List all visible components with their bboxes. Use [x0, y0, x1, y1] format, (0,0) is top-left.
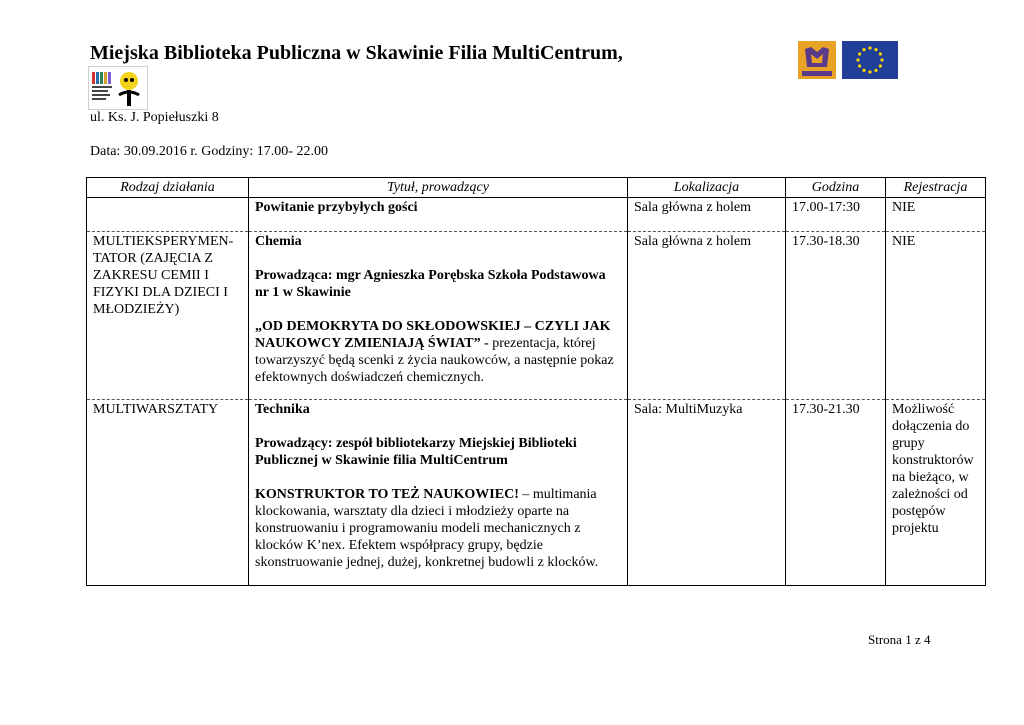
eu-star	[879, 52, 882, 55]
document-title: Miejska Biblioteka Publiczna w Skawinie Filia MultiCentrum,	[90, 42, 623, 64]
cell-registration: NIE	[886, 232, 986, 400]
cell-location: Sala główna z holem	[628, 198, 786, 232]
eu-star	[862, 48, 865, 51]
cell-title: Powitanie przybyłych gości	[249, 198, 628, 232]
address: ul. Ks. J. Popiełuszki 8	[90, 110, 219, 125]
activity-description-block	[255, 486, 621, 571]
cell-registration: Możliwość dołączenia do grupy konstruktorów na bieżąco, w zależności od postępów projektu	[886, 400, 986, 586]
page-number: Strona 1 z 4	[868, 632, 931, 647]
eu-star	[879, 64, 882, 67]
eu-flag-logo	[842, 41, 898, 79]
malopolska-logo-graphic	[798, 41, 836, 79]
cell-location: Sala główna z holem	[628, 232, 786, 400]
cell-location: Sala: MultiMuzyka	[628, 400, 786, 586]
eu-flag-graphic	[842, 41, 898, 79]
event-title: „OD DEMOKRYTA DO SKŁODOWSKIEJ – CZYLI JAK NAUKOWCY ZMIENIAJĄ ŚWIAT” -	[255, 319, 611, 351]
table-row	[87, 198, 986, 232]
activity-host: Prowadzący: zespół bibliotekarzy Miejskiej Biblioteki Publicznej w Skawinie filia MultiCentrum	[255, 436, 577, 468]
eu-star	[858, 52, 861, 55]
activity-description-block	[255, 318, 621, 386]
eu-star	[858, 64, 861, 67]
activity-title: Chemia	[255, 234, 302, 249]
eu-star	[868, 46, 871, 49]
activity-title: Technika	[255, 402, 310, 417]
eu-star	[874, 48, 877, 51]
cell-title-block	[249, 400, 628, 586]
cell-type: MULTIWARSZTATY	[87, 400, 249, 586]
eu-star	[862, 69, 865, 72]
eu-star	[880, 58, 883, 61]
event-description: prezentacja, której towarzyszyć będą scenki z życia naukowców, a następnie pokaz efektownych doświadczeń chemicznych.	[255, 336, 614, 385]
date-line: Data: 30.09.2016 r. Godziny: 17.00- 22.00	[90, 144, 328, 159]
header-location: Lokalizacja	[628, 178, 786, 198]
header-registration: Rejestracja	[886, 178, 986, 198]
eu-star	[874, 69, 877, 72]
cell-registration: NIE	[886, 198, 986, 232]
cell-time: 17.30-21.30	[786, 400, 886, 586]
header-title: Tytuł, prowadzący	[249, 178, 628, 198]
cell-time: 17.30-18.30	[786, 232, 886, 400]
activity-host: Prowadząca: mgr Agnieszka Porębska Szkoła Podstawowa nr 1 w Skawinie	[255, 268, 606, 300]
cell-type: MULTIEKSPERYMEN-TATOR (ZAJĘCIA Z ZAKRESU CEMII I FIZYKI DLA DZIECI I MŁODZIEŻY)	[87, 232, 249, 400]
table-header-row	[87, 178, 986, 198]
header-time: Godzina	[786, 178, 886, 198]
event-title: KONSTRUKTOR TO TEŻ NAUKOWIEC!	[255, 487, 519, 502]
cell-title-block	[249, 232, 628, 400]
library-logo-graphic	[89, 67, 147, 109]
malopolska-logo	[798, 41, 836, 79]
event-description: – multimania klockowania, warsztaty dla dzieci i młodzieży oparte na konstruowaniu i programowaniu modeli mechanicznych z klocków K’nex. Efektem współpracy grupy, będzie skonstruowanie jednej, dużej, konkretnej budowli z klocków.	[255, 487, 599, 570]
cell-type	[87, 198, 249, 232]
table-row	[87, 400, 986, 586]
table-row	[87, 232, 986, 400]
eu-star	[868, 70, 871, 73]
eu-star	[856, 58, 859, 61]
cell-time: 17.00-17:30	[786, 198, 886, 232]
header-type: Rodzaj działania	[87, 178, 249, 198]
program-table	[86, 177, 986, 586]
library-logo	[88, 66, 148, 110]
